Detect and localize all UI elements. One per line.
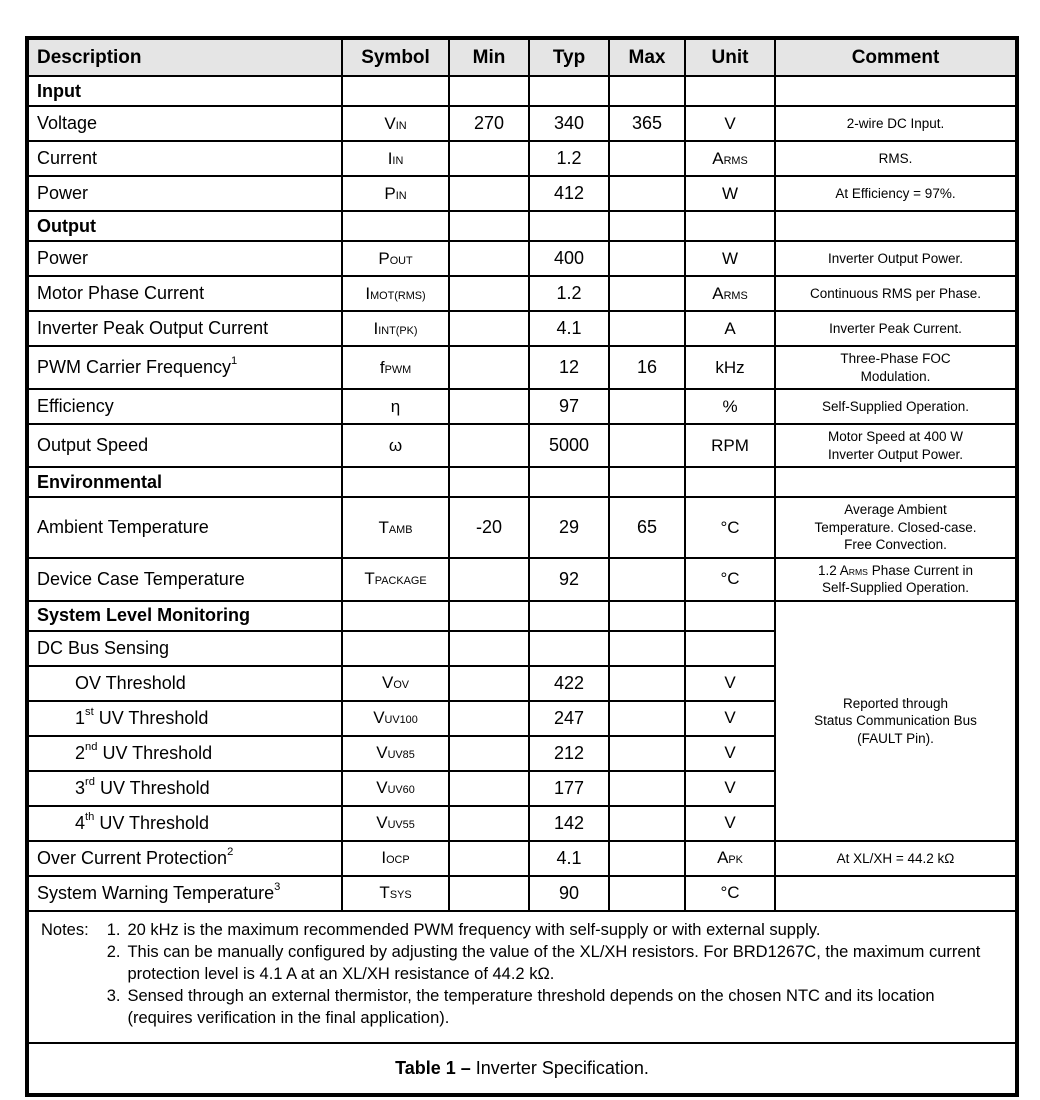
cell-min <box>449 176 529 211</box>
cell-comment <box>775 211 1017 241</box>
cell-symbol: VUV55 <box>342 806 449 841</box>
notes-row <box>27 911 1017 1043</box>
cell-comment: Self-Supplied Operation. <box>775 389 1017 424</box>
notes-wrap <box>41 920 1003 1030</box>
cell-min <box>449 631 529 666</box>
cell-typ: 4.1 <box>529 841 609 876</box>
cell-symbol: IOCP <box>342 841 449 876</box>
note-item <box>107 920 1003 942</box>
cell-typ <box>529 211 609 241</box>
cell-min <box>449 558 529 601</box>
cell-unit: V <box>685 666 775 701</box>
cell-symbol: IINT(PK) <box>342 311 449 346</box>
cell-typ: 412 <box>529 176 609 211</box>
cell-min <box>449 241 529 276</box>
table-row <box>27 176 1017 211</box>
table-row <box>27 876 1017 911</box>
cell-description: 1st UV Threshold <box>27 701 342 736</box>
cell-description: Ambient Temperature <box>27 497 342 558</box>
cell-unit: kHz <box>685 346 775 389</box>
cell-max <box>609 841 685 876</box>
cell-max <box>609 876 685 911</box>
cell-typ: 247 <box>529 701 609 736</box>
header-symbol: Symbol <box>342 38 449 76</box>
cell-typ <box>529 601 609 631</box>
cell-min <box>449 601 529 631</box>
cell-min: 270 <box>449 106 529 141</box>
cell-typ: 4.1 <box>529 311 609 346</box>
cell-max <box>609 736 685 771</box>
cell-description: System Warning Temperature$^3$ <box>27 876 342 911</box>
note-text: Sensed through an external thermistor, the temperature threshold depends on the chosen NTC and its location (requires verification in the final application). <box>127 986 935 1027</box>
cell-description: 2nd UV Threshold <box>27 736 342 771</box>
caption-text: Inverter Specification. <box>470 1057 649 1078</box>
cell-min <box>449 311 529 346</box>
cell-comment: Average Ambient Temperature. Closed-case. Free Convection. <box>775 497 1017 558</box>
table-row <box>27 241 1017 276</box>
cell-typ: 340 <box>529 106 609 141</box>
table-header-row <box>27 38 1017 76</box>
cell-typ: 92 <box>529 558 609 601</box>
cell-typ: 12 <box>529 346 609 389</box>
cell-description: Output <box>27 211 342 241</box>
cell-symbol: VOV <box>342 666 449 701</box>
cell-typ <box>529 76 609 106</box>
cell-unit <box>685 631 775 666</box>
cell-min <box>449 389 529 424</box>
cell-unit: V <box>685 806 775 841</box>
section-row <box>27 601 1017 631</box>
cell-unit <box>685 467 775 497</box>
section-row <box>27 467 1017 497</box>
cell-typ: 422 <box>529 666 609 701</box>
cell-description: Inverter Peak Output Current <box>27 311 342 346</box>
cell-min <box>449 701 529 736</box>
cell-comment: Continuous RMS per Phase. <box>775 276 1017 311</box>
header-unit: Unit <box>685 38 775 76</box>
note-item <box>107 942 1003 986</box>
cell-comment: Motor Speed at 400 W Inverter Output Power. <box>775 424 1017 467</box>
cell-max <box>609 701 685 736</box>
cell-comment: Inverter Peak Current. <box>775 311 1017 346</box>
caption-row <box>27 1043 1017 1095</box>
cell-typ: 90 <box>529 876 609 911</box>
cell-unit: W <box>685 241 775 276</box>
table-row <box>27 106 1017 141</box>
cell-min <box>449 876 529 911</box>
cell-unit: W <box>685 176 775 211</box>
note-number: 3. <box>106 986 121 1005</box>
cell-typ <box>529 631 609 666</box>
table-row <box>27 497 1017 558</box>
cell-description: OV Threshold <box>27 666 342 701</box>
table-row <box>27 346 1017 389</box>
cell-max <box>609 389 685 424</box>
cell-symbol: VUV85 <box>342 736 449 771</box>
cell-description: Output Speed <box>27 424 342 467</box>
cell-unit: V <box>685 771 775 806</box>
cell-min: -20 <box>449 497 529 558</box>
spec-table-body <box>27 76 1017 911</box>
cell-unit: V <box>685 736 775 771</box>
cell-typ: 177 <box>529 771 609 806</box>
cell-min <box>449 211 529 241</box>
cell-symbol: IIN <box>342 141 449 176</box>
section-row <box>27 76 1017 106</box>
cell-comment: At Efficiency = 97%. <box>775 176 1017 211</box>
cell-typ: 212 <box>529 736 609 771</box>
cell-max <box>609 467 685 497</box>
cell-description: System Level Monitoring <box>27 601 342 631</box>
cell-max <box>609 771 685 806</box>
cell-unit: °C <box>685 876 775 911</box>
cell-typ: 29 <box>529 497 609 558</box>
cell-comment: Inverter Output Power. <box>775 241 1017 276</box>
cell-comment: Reported through Status Communication Bus (FAULT Pin). <box>775 601 1017 841</box>
cell-max <box>609 276 685 311</box>
cell-max <box>609 806 685 841</box>
cell-max <box>609 558 685 601</box>
cell-description: 3rd UV Threshold <box>27 771 342 806</box>
cell-min <box>449 806 529 841</box>
note-item <box>107 986 1003 1030</box>
cell-unit: % <box>685 389 775 424</box>
cell-symbol: ω <box>342 424 449 467</box>
cell-description: Efficiency <box>27 389 342 424</box>
header-max: Max <box>609 38 685 76</box>
table-row <box>27 558 1017 601</box>
cell-unit <box>685 601 775 631</box>
cell-symbol: TPACKAGE <box>342 558 449 601</box>
note-number: 2. <box>106 942 121 961</box>
cell-symbol <box>342 601 449 631</box>
cell-typ: 1.2 <box>529 141 609 176</box>
cell-max <box>609 241 685 276</box>
cell-max <box>609 211 685 241</box>
cell-unit: V <box>685 701 775 736</box>
cell-unit: RPM <box>685 424 775 467</box>
cell-max <box>609 666 685 701</box>
cell-description: Voltage <box>27 106 342 141</box>
cell-min <box>449 346 529 389</box>
cell-description: Current <box>27 141 342 176</box>
cell-max <box>609 631 685 666</box>
note-number: 1. <box>106 920 121 939</box>
caption-label: Table 1 – <box>395 1057 471 1078</box>
cell-comment: 2-wire DC Input. <box>775 106 1017 141</box>
cell-max <box>609 76 685 106</box>
cell-typ: 142 <box>529 806 609 841</box>
cell-description: Motor Phase Current <box>27 276 342 311</box>
cell-comment: 1.2 ARMS Phase Current in Self-Supplied Operation. <box>775 558 1017 601</box>
cell-unit: °C <box>685 497 775 558</box>
table-caption <box>27 1043 1017 1095</box>
cell-description: Power <box>27 176 342 211</box>
table-row <box>27 841 1017 876</box>
cell-unit <box>685 76 775 106</box>
table-row <box>27 276 1017 311</box>
cell-description: Environmental <box>27 467 342 497</box>
notes-label: Notes: <box>41 920 89 939</box>
cell-min <box>449 771 529 806</box>
cell-max: 16 <box>609 346 685 389</box>
cell-max <box>609 601 685 631</box>
header-description: Description <box>27 38 342 76</box>
cell-typ: 5000 <box>529 424 609 467</box>
cell-max <box>609 176 685 211</box>
cell-min <box>449 76 529 106</box>
header-typ: Typ <box>529 38 609 76</box>
cell-description: DC Bus Sensing <box>27 631 342 666</box>
cell-comment <box>775 876 1017 911</box>
cell-max <box>609 311 685 346</box>
cell-unit: APK <box>685 841 775 876</box>
cell-typ: 97 <box>529 389 609 424</box>
notes-cell <box>27 911 1017 1043</box>
cell-min <box>449 841 529 876</box>
cell-symbol: IMOT(RMS) <box>342 276 449 311</box>
cell-description: Input <box>27 76 342 106</box>
cell-description: 4th UV Threshold <box>27 806 342 841</box>
spec-table <box>25 36 1019 1097</box>
cell-comment <box>775 76 1017 106</box>
cell-max: 365 <box>609 106 685 141</box>
cell-symbol: TAMB <box>342 497 449 558</box>
cell-min <box>449 141 529 176</box>
table-row <box>27 141 1017 176</box>
cell-symbol: VUV60 <box>342 771 449 806</box>
cell-description: Over Current Protection$^2$ <box>27 841 342 876</box>
cell-typ <box>529 467 609 497</box>
cell-symbol: TSYS <box>342 876 449 911</box>
cell-comment: At XL/XH = 44.2 kΩ <box>775 841 1017 876</box>
header-comment: Comment <box>775 38 1017 76</box>
cell-max: 65 <box>609 497 685 558</box>
cell-min <box>449 467 529 497</box>
cell-symbol <box>342 631 449 666</box>
cell-description: PWM Carrier Frequency$^1$ <box>27 346 342 389</box>
cell-min <box>449 736 529 771</box>
cell-description: Device Case Temperature <box>27 558 342 601</box>
cell-comment <box>775 467 1017 497</box>
note-text: 20 kHz is the maximum recommended PWM frequency with self-supply or with external supply. <box>127 920 821 939</box>
section-row <box>27 211 1017 241</box>
cell-min <box>449 424 529 467</box>
cell-max <box>609 424 685 467</box>
cell-symbol: POUT <box>342 241 449 276</box>
cell-symbol <box>342 76 449 106</box>
cell-max <box>609 141 685 176</box>
cell-comment: Three-Phase FOC Modulation. <box>775 346 1017 389</box>
cell-unit: ARMS <box>685 276 775 311</box>
table-row <box>27 311 1017 346</box>
header-min: Min <box>449 38 529 76</box>
cell-symbol: fPWM <box>342 346 449 389</box>
cell-min <box>449 666 529 701</box>
cell-unit: A <box>685 311 775 346</box>
cell-typ: 1.2 <box>529 276 609 311</box>
table-row <box>27 424 1017 467</box>
cell-typ: 400 <box>529 241 609 276</box>
cell-symbol: PIN <box>342 176 449 211</box>
cell-symbol: VIN <box>342 106 449 141</box>
cell-description: Power <box>27 241 342 276</box>
cell-symbol: VUV100 <box>342 701 449 736</box>
cell-comment: RMS. <box>775 141 1017 176</box>
cell-unit: V <box>685 106 775 141</box>
cell-unit: °C <box>685 558 775 601</box>
cell-min <box>449 276 529 311</box>
cell-symbol <box>342 211 449 241</box>
notes-list <box>107 920 1003 1030</box>
table-row <box>27 389 1017 424</box>
cell-symbol: η <box>342 389 449 424</box>
cell-symbol <box>342 467 449 497</box>
note-text: This can be manually configured by adjusting the value of the XL/XH resistors. For BRD1267C, the maximum current protection level is 4.1 A at an XL/XH resistance of 44.2 kΩ. <box>127 942 981 983</box>
cell-unit: ARMS <box>685 141 775 176</box>
cell-unit <box>685 211 775 241</box>
